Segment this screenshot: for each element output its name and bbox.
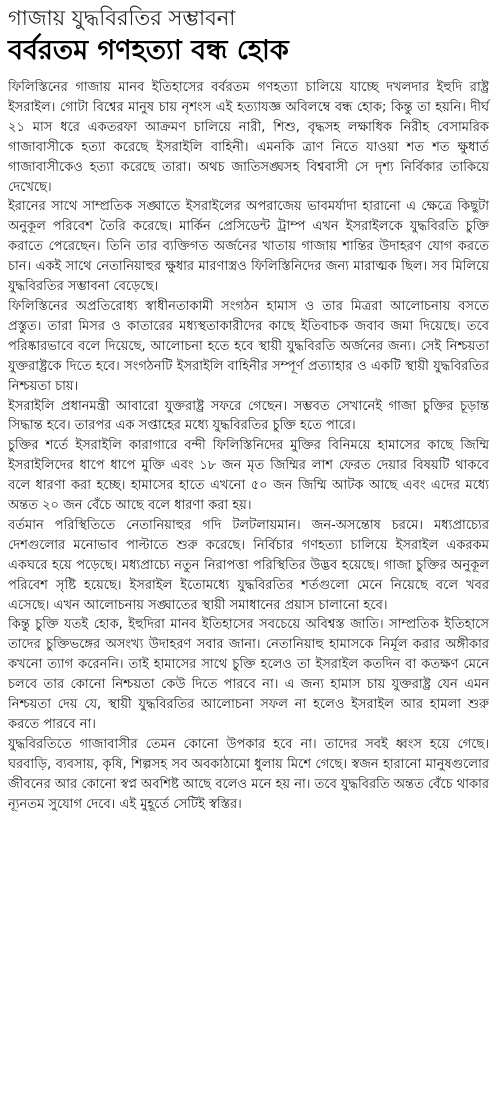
article-paragraph: কিন্তু চুক্তি যতই হোক, ইহুদিরা মানব ইতিহাসের সবচেয়ে অবিশ্বস্ত জাতি। সাম্প্রতিক ইতিহাসে তাদের চুক্তিভঙ্গের অসংখ্য উদাহরণ সবার জানা। নেতানিয়াহু হামাসকে নির্মূল করার অঙ্গীকার কখনো ত্যাগ করেননি। তাই হামাসের সাথে চুক্তি হলেও তা ইসরাইল কতদিন বা কতক্ষণ মেনে চলবে তার কোনো নিশ্চয়তা কেউ দিতে পারবে না। এ জন্য হামাস চায় যুক্তরাষ্ট্র যেন এমন নিশ্চয়তা দেয় যে, স্থায়ী যুদ্ধবিরতির আলোচনা সফল না হলেও ইসরাইল আর হামলা শুরু করতে পারবে না। — [8, 617, 489, 732]
article-body — [8, 78, 489, 815]
article-paragraph: ইরানের সাথে সাম্প্রতিক সঙ্ঘাতে ইসরাইলের অপরাজেয় ভাবমর্যাদা হারানো এ ক্ষেত্রে কিছুটা অনুকূল পরিবেশ তৈরি করেছে। মার্কিন প্রেসিডেন্ট ট্রাম্প এখন ইসরাইলকে যুদ্ধবিরতি চুক্তি করাতে পেরেছেন। তিনি তার ব্যক্তিগত অর্জনের খাতায় গাজায় শান্তির উদাহরণ যোগ করতে চান। একই সাথে নেতানিয়াহুর ক্ষুধার মারণাস্ত্রও ফিলিস্তিনিদের জন্য মারাত্মক ছিল। সব মিলিয়ে যুদ্ধবিরতির সম্ভাবনা বেড়েছে। — [8, 199, 489, 295]
article-paragraph: ইসরাইলি প্রধানমন্ত্রী আবারো যুক্তরাষ্ট্র সফরে গেছেন। সম্ভবত সেখানেই গাজা চুক্তির চূড়ান্ত সিদ্ধান্ত হবে। তারপর এক সপ্তাহের মধ্যে যুদ্ধবিরতির চুক্তি হতে পারে। — [8, 398, 489, 434]
article-paragraph: ফিলিস্তিনের অপ্রতিরোধ্য স্বাধীনতাকামী সংগঠন হামাস ও তার মিত্ররা আলোচনায় বসতে প্রস্তুত। তারা মিসর ও কাতারের মধ্যস্থতাকারীদের কাছে ইতিবাচক জবাব জমা দিয়েছে। তবে পরিষ্কারভাবে বলে দিয়েছে, আলোচনা হতে হবে স্থায়ী যুদ্ধবিরতি অর্জনের জন্য। সেই নিশ্চয়তা যুক্তরাষ্ট্রকে দিতে হবে। সংগঠনটি ইসরাইলি বাহিনীর সম্পূর্ণ প্রত্যাহার ও একটি স্থায়ী যুদ্ধবিরতির নিশ্চয়তা চায়। — [8, 298, 489, 394]
article-paragraph: যুদ্ধবিরতিতে গাজাবাসীর তেমন কোনো উপকার হবে না। তাদের সবই ধ্বংস হয়ে গেছে। ঘরবাড়ি, ব্যবসায়, কৃষি, শিল্পসহ সব অবকাঠামো ধুলায় মিশে গেছে। স্বজন হারানো মানুষগুলোর জীবনের আর কোনো স্বপ্ন অবশিষ্ট আছে বলেও মনে হয় না। তবে যুদ্ধবিরতি অন্তত বেঁচে থাকার ন্যূনতম সুযোগ দেবে। এই মুহূর্তে সেটিই স্বস্তির। — [8, 736, 489, 812]
article-headline: বর্বরতম গণহত্যা বন্ধ হোক — [8, 35, 289, 66]
article-paragraph: বর্তমান পরিস্থিতিতে নেতানিয়াহুর গদি টলটলায়মান। জন-অসন্তোষ চরমে। মধ্যপ্রাচ্যের দেশগুলোর মনোভাব পাল্টাতে শুরু করেছে। নির্বিচার গণহত্যা চালিয়ে ইসরাইল একরকম একঘরে হয়ে পড়েছে। মধ্যপ্রাচ্যে নতুন নিরাপত্তা পরিস্থিতির উদ্ভব হয়েছে। গাজা চুক্তির অনুকূল পরিবেশ সৃষ্টি হয়েছে। ইসরাইল ইতোমধ্যে যুদ্ধবিরতির শর্তগুলো মেনে নিয়েছে বলে খবর এসেছে। এখন আলোচনায় সঙ্ঘাতের স্থায়ী সমাধানের প্রয়াস চালানো হবে। — [8, 517, 489, 613]
article-paragraph: ফিলিস্তিনের গাজায় মানব ইতিহাসের বর্বরতম গণহত্যা চালিয়ে যাচ্ছে দখলদার ইহুদি রাষ্ট্র ইসরাইল। গোটা বিশ্বের মানুষ চায় নৃশংস এই হত্যাযজ্ঞ অবিলম্বে বন্ধ হোক; কিন্তু তা হয়নি। দীর্ঘ ২১ মাস ধরে একতরফা আক্রমণ চালিয়ে নারী, শিশু, বৃদ্ধসহ লক্ষাধিক নিরীহ বেসামরিক গাজাবাসীকে হত্যা করেছে ইসরাইলি বাহিনী। এমনকি ত্রাণ নিতে যাওয়া শত শত ক্ষুধার্ত গাজাবাসীকেও হত্যা করেছে তারা। অথচ জাতিসঙ্ঘসহ বিশ্ববাসী সে দৃশ্য নির্বিকার তাকিয়ে দেখেছে। — [8, 80, 489, 195]
article-paragraph: চুক্তির শর্তে ইসরাইলি কারাগারে বন্দী ফিলিস্তিনিদের মুক্তির বিনিময়ে হামাসের কাছে জিম্মি ইসরাইলিদের ধাপে ধাপে মুক্তি এবং ১৮ জন মৃত জিম্মির লাশ ফেরত দেয়ার বিষয়টি থাকবে বলে ধারণা করা হচ্ছে। হামাসের হাতে এখনো ৫০ জন জিম্মি আটক আছে এবং এদের মধ্যে অন্তত ২০ জন বেঁচে আছে বলে ধারণা করা হয়। — [8, 438, 489, 514]
article-kicker: গাজায় যুদ্ধবিরতির সম্ভাবনা — [8, 6, 236, 30]
